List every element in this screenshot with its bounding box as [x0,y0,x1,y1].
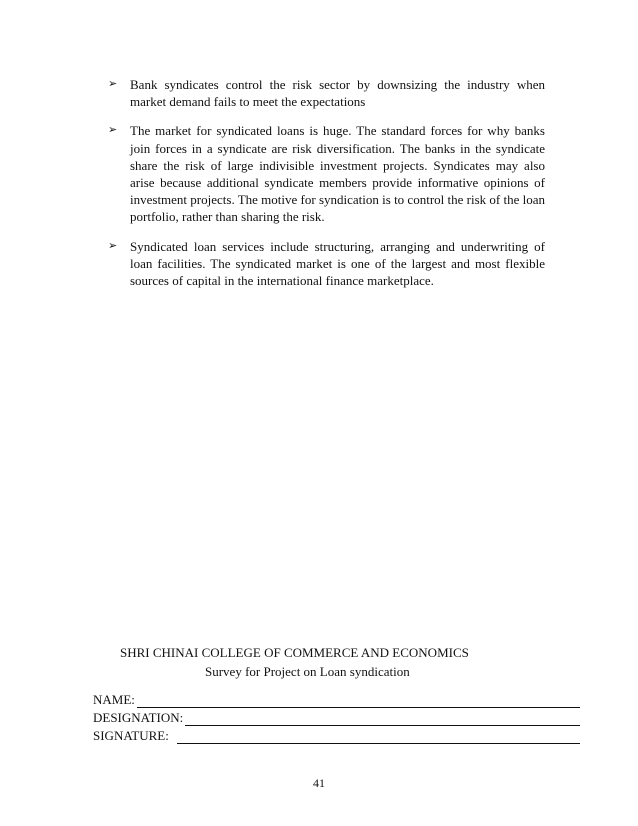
name-field [93,690,580,708]
bullet-text: The market for syndicated loans is huge. The standard forces for why banks join forces in a syndicate are risk diversification. The banks in the syndicate share the risk of large indivisible investment projects. Syndicates may also arise because additional syndicate members provide informative opinions of investment projects. The motive for syndication is to control the risk of the loan portfolio, rather than sharing the risk. [130,123,545,225]
designation-label: DESIGNATION: [93,710,184,725]
bullet-text: Syndicated loan services include structuring, arranging and underwriting of loan facilities. The syndicated market is one of the largest and most flexible sources of capital in the international finance marketplace. [130,238,545,289]
college-name: SHRI CHINAI COLLEGE OF COMMERCE AND ECONOMICS [120,645,469,660]
bullet-item [108,122,545,225]
arrow-bullet-icon: ➢ [108,239,118,252]
name-label: NAME: [93,692,135,707]
arrow-bullet-icon: ➢ [108,124,118,137]
bullet-list [108,76,545,289]
bullet-item [108,76,545,110]
page-number: 41 [313,776,325,790]
arrow-bullet-icon: ➢ [108,78,118,90]
designation-field [93,708,580,726]
bullet-text: Bank syndicates control the risk sector by downsizing the industry when market demand fails to meet the expectations [130,77,545,110]
signature-label: SIGNATURE: [93,728,169,743]
designation-line[interactable] [185,712,580,726]
signature-line[interactable] [177,730,580,744]
survey-title: Survey for Project on Loan syndication [205,664,410,679]
signature-field [93,726,580,744]
name-line[interactable] [137,694,580,708]
bullet-item [108,238,545,290]
